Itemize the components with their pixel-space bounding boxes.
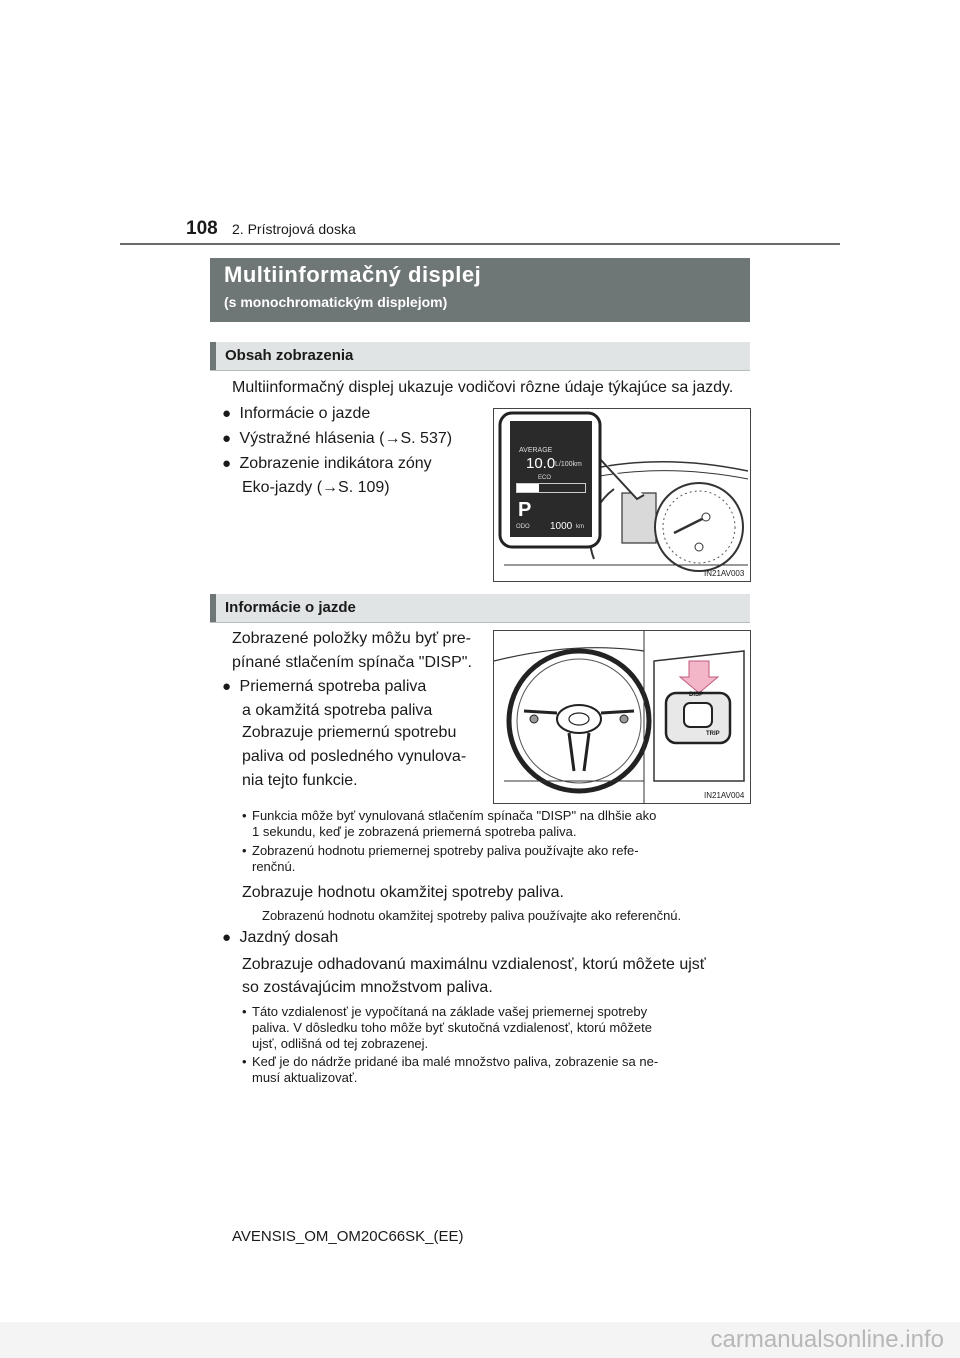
note-text: Keď je do nádrže pridané iba malé množstvo paliva, zobrazenie sa ne- — [252, 1054, 659, 1069]
bullet-icon: ● — [222, 455, 232, 472]
section-tab — [210, 342, 216, 370]
bullet-text: Informácie o jazde — [239, 405, 371, 422]
note-continuation: 1 sekundu, keď je zobrazená priemerná spotreba paliva. — [252, 824, 577, 839]
note-continuation: renčnú. — [252, 859, 296, 874]
bullet-icon: ● — [222, 405, 232, 422]
note-continuation: ujsť, odlišná od tej zobrazenej. — [252, 1036, 429, 1051]
bullet-item — [222, 427, 452, 451]
display-gear: P — [518, 499, 532, 521]
bullet-icon: ● — [222, 430, 232, 447]
bullet-text: Jazdný dosah — [239, 929, 339, 946]
note-text: Táto vzdialenosť je vypočítaná na základe vašej priemernej spotreby — [252, 1004, 648, 1019]
figure-code: IN21AV004 — [704, 791, 745, 800]
desc-line: nia tejto funkcie. — [242, 772, 358, 789]
note-text: Funkcia môže byť vynulovaná stlačením spínača "DISP" na dlhšie ako — [252, 808, 657, 823]
note-item: • Zobrazenú hodnotu priemernej spotreby paliva používajte ako refe- — [242, 843, 639, 858]
display-odo-value: 1000 — [550, 521, 573, 532]
disp-label: DISP — [689, 692, 704, 698]
display-odo-unit: km — [576, 524, 584, 530]
bullet-item — [222, 926, 338, 950]
bullet-text: Zobrazenie indikátora zóny — [239, 455, 432, 472]
page-title: Multiinformačný displej — [224, 262, 482, 287]
section-heading-informacie — [210, 594, 750, 623]
desc-line: Zobrazuje priemernú spotrebu — [242, 724, 457, 741]
display-odo-label: ODO — [516, 524, 530, 530]
bullet-icon: ● — [222, 929, 232, 946]
header-rule — [120, 243, 840, 245]
bullet-continuation: Eko-jazdy (→S. 109) — [242, 479, 390, 496]
footer-doc-id: AVENSIS_OM_OM20C66SK_(EE) — [232, 1228, 464, 1245]
section-heading-label: Informácie o jazde — [225, 599, 356, 616]
note-item: • Funkcia môže byť vynulovaná stlačením spínača "DISP" na dlhšie ako — [242, 808, 657, 823]
bullet-item — [222, 452, 432, 476]
steering-illustration — [494, 631, 750, 803]
watermark-bar — [0, 1322, 960, 1358]
note-item: • Keď je do nádrže pridané iba malé množstvo paliva, zobrazenie sa ne- — [242, 1054, 659, 1069]
trip-label: TRIP — [706, 731, 720, 737]
chapter-title: 2. Prístrojová doska — [232, 221, 356, 237]
figure-code: IN21AV003 — [704, 569, 745, 578]
bullet-item — [222, 675, 426, 699]
bullet-text: Výstražné hlásenia (→S. 537) — [239, 430, 453, 447]
figure-instrument-cluster — [493, 408, 751, 582]
bullet-continuation: a okamžitá spotreba paliva — [242, 702, 433, 719]
display-average-value: 10.0 — [526, 455, 556, 472]
watermark-text: carmanualsonline.info — [710, 1326, 944, 1353]
display-eco-label: ECO — [538, 475, 552, 481]
display-average-unit: L/100km — [555, 461, 582, 468]
section-heading-obsah — [210, 342, 750, 371]
note-item: • Táto vzdialenosť je vypočítaná na základe vašej priemernej spotreby — [242, 1004, 648, 1019]
section1-intro: Multiinformačný displej ukazuje vodičovi rôzne údaje týkajúce sa jazdy. — [232, 379, 734, 396]
figure-steering-wheel — [493, 630, 751, 804]
note-continuation: musí aktualizovať. — [252, 1070, 358, 1085]
section-tab — [210, 594, 216, 622]
bullet-item — [222, 402, 370, 426]
note-continuation: paliva. V dôsledku toho môže byť skutočná vzdialenosť, ktorú môžete — [252, 1020, 652, 1035]
eco-bar — [516, 483, 586, 493]
note-text: Zobrazenú hodnotu priemernej spotreby paliva používajte ako refe- — [252, 843, 639, 858]
desc-line: so zostávajúcim množstvom paliva. — [242, 979, 493, 996]
bullet-icon: ● — [222, 678, 232, 695]
desc-line: paliva od posledného vynulova- — [242, 748, 467, 765]
display-average-label: AVERAGE — [519, 447, 553, 454]
desc-line: Zobrazuje odhadovanú maximálnu vzdialenosť, ktorú môžete ujsť — [242, 956, 706, 973]
page-number: 108 — [186, 218, 218, 239]
cluster-illustration — [494, 409, 750, 581]
section-heading-label: Obsah zobrazenia — [225, 347, 354, 364]
bullet-text: Priemerná spotreba paliva — [239, 678, 427, 695]
section2-intro-1: Zobrazené položky môžu byť pre- — [232, 630, 471, 647]
page-subtitle: (s monochromatickým displejom) — [224, 294, 448, 310]
note-plain: Zobrazenú hodnotu okamžitej spotreby paliva používajte ako referenčnú. — [262, 908, 682, 923]
desc-line: Zobrazuje hodnotu okamžitej spotreby paliva. — [242, 884, 564, 901]
section2-intro-2: pínané stlačením spínača "DISP". — [232, 654, 472, 671]
